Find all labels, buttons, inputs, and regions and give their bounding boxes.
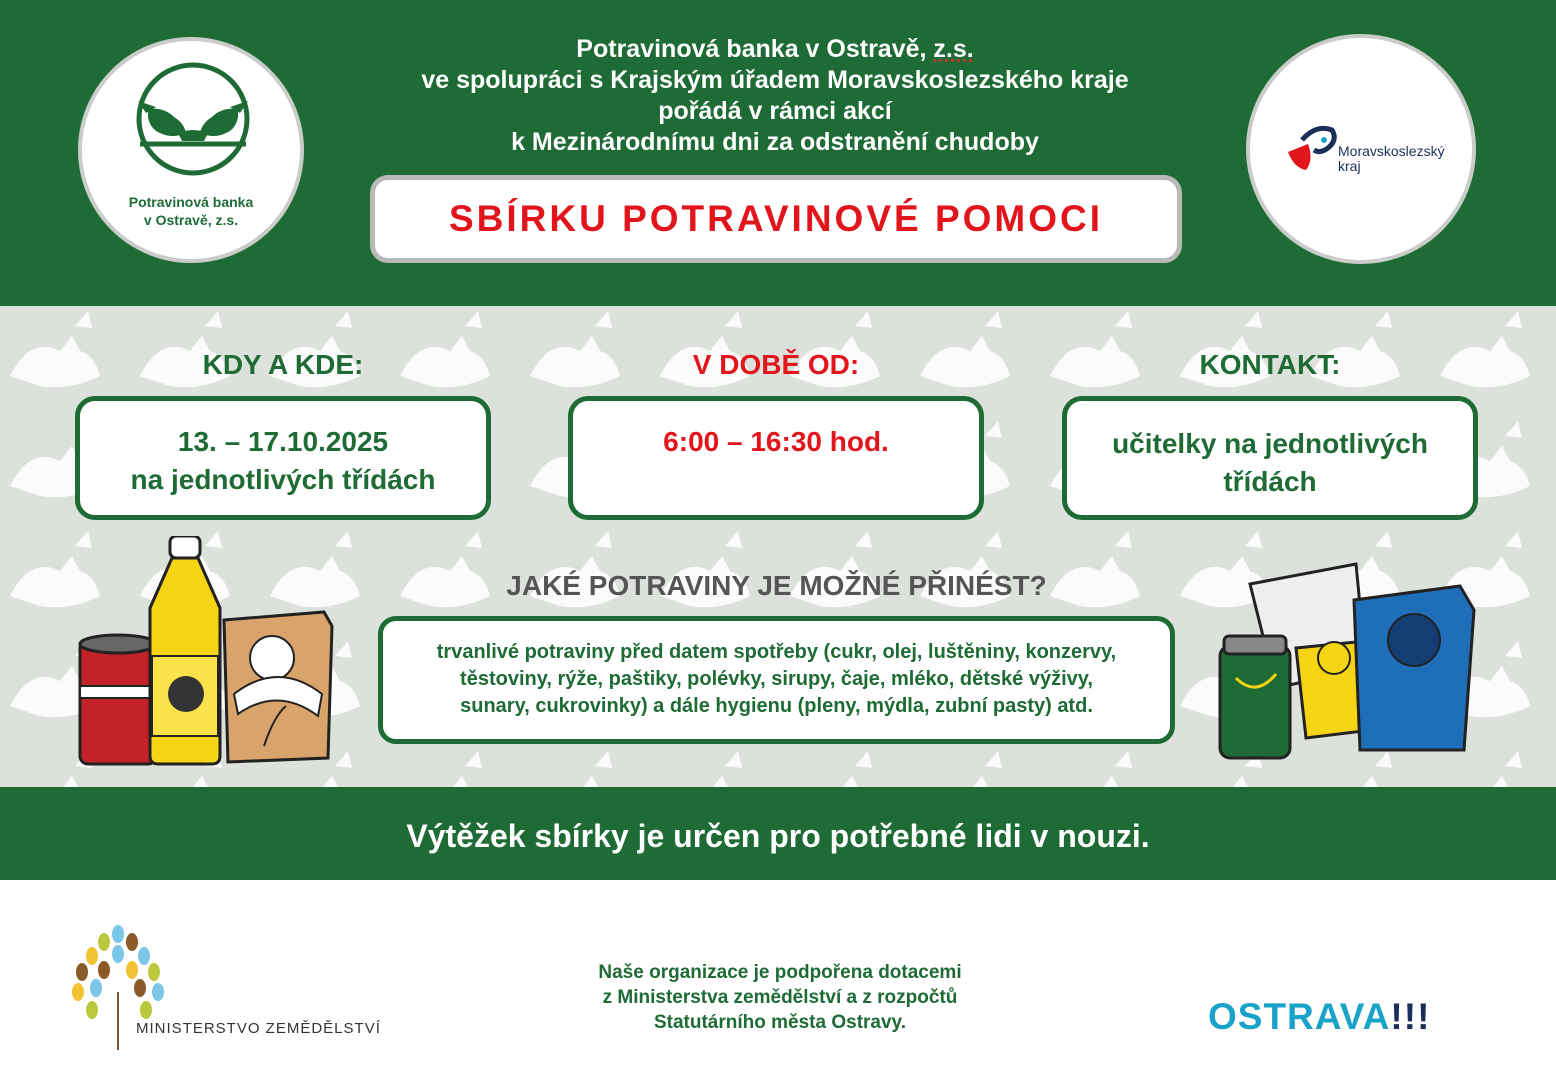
time-heading: V DOBĚ OD: <box>692 349 860 380</box>
poster-title: SBÍRKU POTRAVINOVÉ POMOCI <box>448 198 1104 239</box>
title-box <box>370 175 1182 263</box>
foods-line1: trvanlivé potraviny před datem spotřeby (cukr, olej, luštěniny, konzervy, <box>436 641 1117 663</box>
birds-logo-icon <box>82 41 300 181</box>
foods-line3: sunary, cukrovinky) a dále hygienu (pleny, mýdla, zubní pasty) atd. <box>460 695 1093 717</box>
date-range: 13. – 17.10.2025 <box>177 426 389 457</box>
header-line-4: k Mezinárodnímu dni za odstranění chudoby <box>511 128 1039 156</box>
when-where-heading: KDY A KDE: <box>202 349 364 380</box>
foods-heading: JAKÉ POTRAVINY JE MOŽNÉ PŘINÉST? <box>506 570 1047 601</box>
support-line1: Naše organizace je podpořena dotacemi <box>598 962 962 983</box>
support-line3: Statutárního města Ostravy. <box>653 1012 906 1033</box>
ostrava-word: OSTRAVA <box>1208 996 1391 1037</box>
contact-line1: učitelky na jednotlivých <box>1112 428 1428 459</box>
header-line-1-text: Potravinová banka v Ostravě, <box>576 35 934 63</box>
support-text <box>540 960 1020 1035</box>
header-line-1-zs: z.s. <box>933 35 974 63</box>
header-line-1 <box>330 34 1220 65</box>
foods-box <box>378 616 1175 744</box>
ministry-logo-text: MINISTERSTVO ZEMĚDĚLSTVÍ <box>136 1020 381 1037</box>
ostrava-marks: !!! <box>1390 996 1431 1037</box>
header-text <box>330 34 1220 158</box>
contact-box <box>1062 396 1478 520</box>
time-value: 6:00 – 16:30 hod. <box>663 426 889 457</box>
logo-left-line2: v Ostravě, z.s. <box>143 212 239 228</box>
bottom-banner-text: Výtěžek sbírky je určen pro potřebné lidi v nouzi. <box>406 818 1150 854</box>
header-line-3: pořádá v rámci akcí <box>658 97 892 125</box>
support-line2: z Ministerstva zemědělství a z rozpočtů <box>602 987 958 1008</box>
location: na jednotlivých třídách <box>130 464 436 495</box>
logo-right-line2: kraj <box>1338 158 1361 174</box>
moravskoslezsky-kraj-logo <box>1246 34 1476 264</box>
groceries-left-illustration <box>74 536 336 768</box>
contact-line2: třídách <box>1223 466 1317 497</box>
contact-heading: KONTAKT: <box>1199 349 1341 380</box>
logo-right-line1: Moravskoslezský <box>1338 143 1445 159</box>
logo-left-line1: Potravinová banka <box>128 194 254 210</box>
groceries-right-illustration <box>1216 548 1478 770</box>
time-box <box>568 396 984 520</box>
when-where-box <box>75 396 491 520</box>
potravinova-banka-logo <box>78 37 304 263</box>
foods-line2: těstoviny, rýže, paštiky, polévky, sirupy, čaje, mléko, dětské výživy, <box>460 668 1093 690</box>
ostrava-logo <box>1208 996 1430 1038</box>
header-line-2: ve spolupráci s Krajským úřadem Moravskoslezského kraje <box>421 66 1129 94</box>
